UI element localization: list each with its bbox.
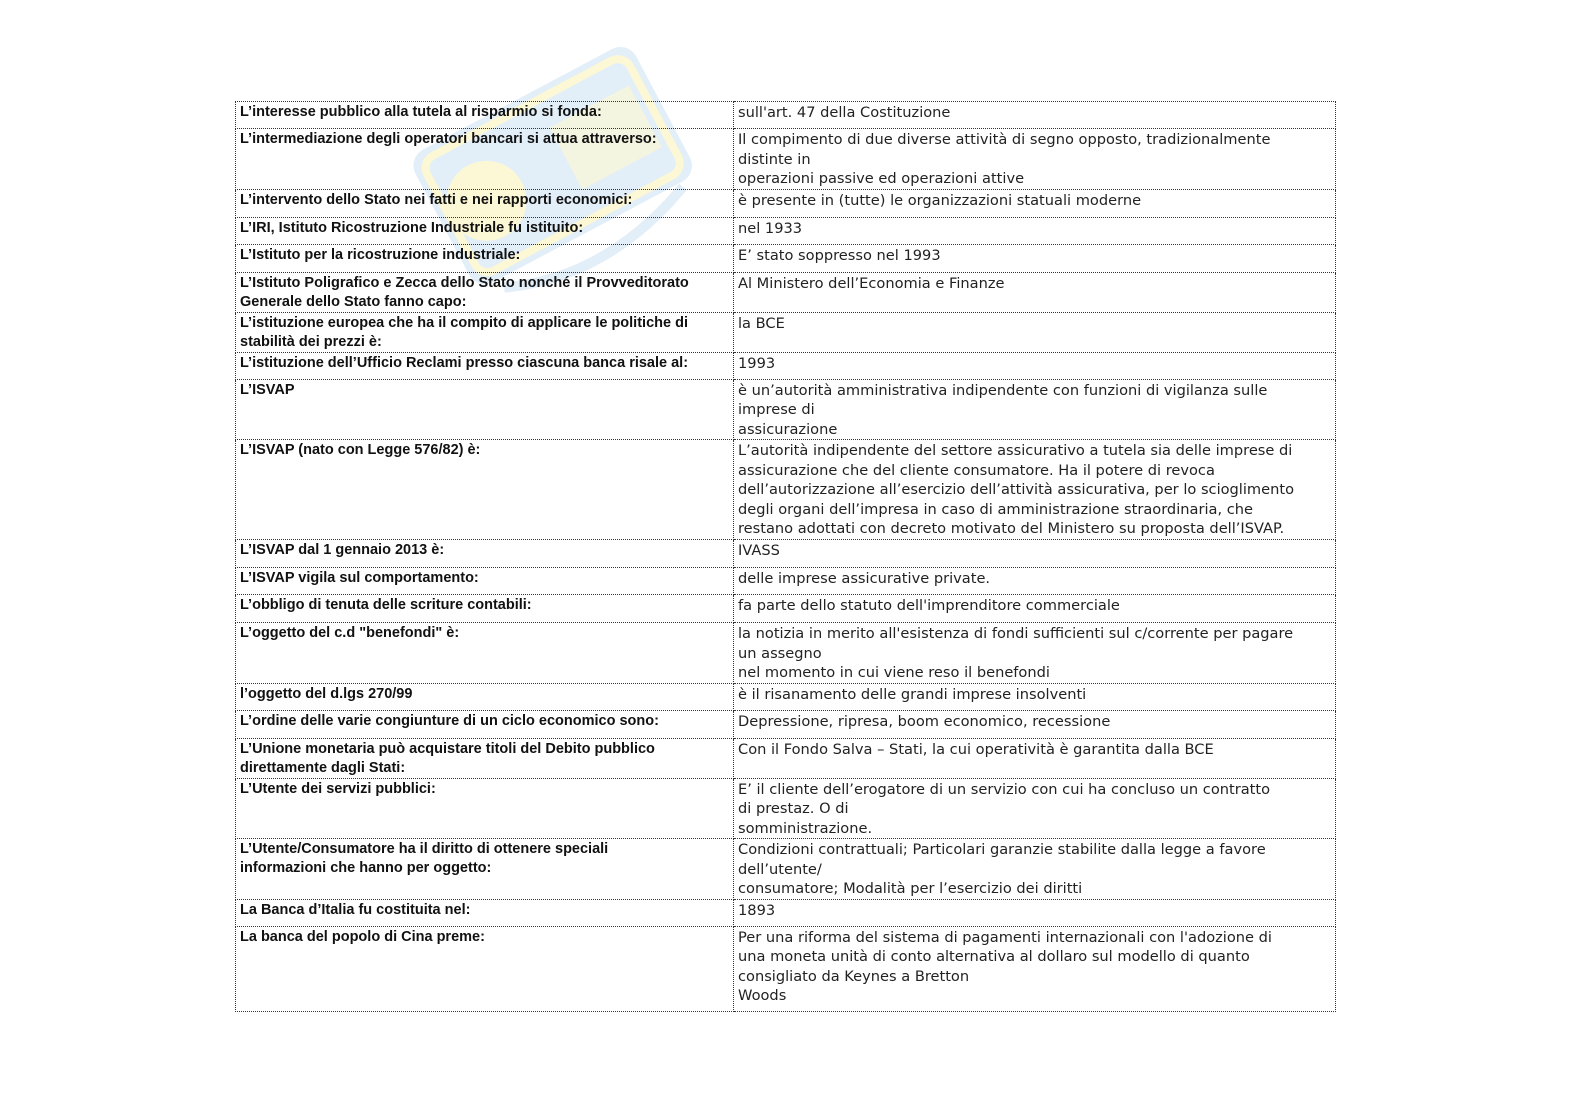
answer-text: è presente in (tutte) le organizzazioni statuali moderne: [738, 191, 1142, 209]
question-text: stabilità dei prezzi è:: [240, 333, 382, 350]
answer-text: E’ stato soppresso nel 1993: [738, 246, 941, 264]
answer-text: assicurazione che del cliente consumatore. Ha il potere di revoca: [738, 461, 1215, 479]
answer-text: distinte in: [738, 150, 811, 168]
question-text: L’Istituto Poligrafico e Zecca dello Stato nonché il Provveditorato: [240, 274, 689, 291]
answer-text: Per una riforma del sistema di pagamenti internazionali con l'adozione di: [738, 928, 1272, 946]
answer-cell: [734, 778, 1336, 839]
question-cell: [236, 440, 734, 540]
question-text: L’ISVAP: [240, 381, 295, 398]
question-text: Generale dello Stato fanno capo:: [240, 293, 467, 310]
answer-cell: [734, 926, 1336, 1011]
answer-text: un assegno: [738, 644, 822, 662]
answer-text: nel 1933: [738, 219, 803, 237]
answer-cell: [734, 839, 1336, 900]
answer-cell: [734, 352, 1336, 379]
answer-text: delle imprese assicurative private.: [738, 570, 991, 587]
answer-text: restano adottati con decreto motivato del Ministero su proposta dell’ISVAP.: [738, 520, 1285, 537]
table-row: [236, 540, 1336, 568]
question-cell: [236, 926, 734, 1011]
question-cell: [236, 189, 734, 217]
question-text: L’intervento dello Stato nei fatti e nei rapporti economici:: [240, 191, 633, 208]
question-text: La Banca d’Italia fu costituita nel:: [240, 901, 471, 918]
table-row: [236, 312, 1336, 352]
question-text: L’obbligo di tenuta delle scriture contabili:: [240, 597, 532, 613]
question-cell: [236, 778, 734, 839]
answer-cell: [734, 710, 1336, 738]
qa-table-body: [236, 102, 1336, 1012]
table-row: [236, 244, 1336, 272]
answer-text: dell’autorizzazione all’esercizio dell’attività assicurativa, per lo scioglimento: [738, 481, 1295, 498]
question-text: L’istituzione dell’Ufficio Reclami presso ciascuna banca risale al:: [240, 354, 689, 371]
answer-cell: [734, 312, 1336, 352]
table-row: [236, 379, 1336, 440]
answer-cell: [734, 129, 1336, 190]
table-row: [236, 839, 1336, 900]
answer-cell: [734, 540, 1336, 568]
question-text: L’ISVAP (nato con Legge 576/82) è:: [240, 442, 481, 458]
table-row: [236, 217, 1336, 244]
question-text: L’ISVAP vigila sul comportamento:: [240, 570, 479, 586]
answer-text: Condizioni contrattuali; Particolari garanzie stabilite dalla legge a favore: [738, 841, 1266, 858]
question-text: L’oggetto del c.d "benefondi" è:: [240, 625, 460, 641]
question-cell: [236, 217, 734, 244]
answer-text: 1993: [738, 354, 776, 372]
question-cell: [236, 710, 734, 738]
answer-text: fa parte dello statuto dell'imprenditore commerciale: [738, 597, 1120, 614]
question-cell: [236, 379, 734, 440]
answer-text: assicurazione: [738, 420, 838, 438]
table-row: [236, 568, 1336, 595]
question-text: L’Unione monetaria può acquistare titoli del Debito pubblico: [240, 740, 655, 757]
answer-cell: [734, 568, 1336, 595]
question-text: L’ISVAP dal 1 gennaio 2013 è:: [240, 542, 445, 558]
answer-text: Con il Fondo Salva – Stati, la cui operatività è garantita dalla BCE: [738, 740, 1214, 758]
table-row: [236, 899, 1336, 926]
question-cell: [236, 244, 734, 272]
table-row: [236, 623, 1336, 684]
answer-cell: [734, 272, 1336, 312]
answer-text: 1893: [738, 901, 776, 919]
answer-text: una moneta unità di conto alternativa al dollaro sul modello di quanto: [738, 948, 1250, 965]
answer-text: dell’utente/: [738, 860, 822, 878]
answer-text: di prestaz. O di: [738, 800, 849, 817]
answer-cell: [734, 683, 1336, 710]
question-text: L’Utente/Consumatore ha il diritto di ottenere speciali: [240, 841, 609, 857]
table-row: [236, 440, 1336, 540]
table-row: [236, 738, 1336, 778]
question-cell: [236, 899, 734, 926]
table-row: [236, 595, 1336, 623]
question-text: L’intermediazione degli operatori bancari si attua attraverso:: [240, 131, 657, 147]
answer-cell: [734, 899, 1336, 926]
question-cell: [236, 595, 734, 623]
question-cell: [236, 102, 734, 129]
answer-text: Il compimento di due diverse attività di segno opposto, tradizionalmente: [738, 131, 1271, 148]
question-text: L’Utente dei servizi pubblici:: [240, 780, 436, 797]
answer-text: la notizia in merito all'esistenza di fondi sufficienti sul c/corrente per pagare: [738, 625, 1294, 642]
answer-text: imprese di: [738, 401, 815, 418]
question-cell: [236, 272, 734, 312]
question-cell: [236, 738, 734, 778]
question-text: L’istituzione europea che ha il compito di applicare le politiche di: [240, 314, 688, 331]
answer-text: nel momento in cui viene reso il benefondi: [738, 664, 1050, 681]
question-text: L’IRI, Istituto Ricostruzione Industriale fu istituito:: [240, 219, 584, 236]
table-row: [236, 926, 1336, 1011]
table-row: [236, 710, 1336, 738]
answer-text: operazioni passive ed operazioni attive: [738, 170, 1025, 187]
question-cell: [236, 352, 734, 379]
answer-cell: [734, 102, 1336, 129]
question-text: l’oggetto del d.lgs 270/99: [240, 685, 413, 702]
answer-cell: [734, 623, 1336, 684]
table-row: [236, 683, 1336, 710]
answer-text: Al Ministero dell’Economia e Finanze: [738, 274, 1005, 292]
table-row: [236, 189, 1336, 217]
question-cell: [236, 839, 734, 900]
answer-text: somministrazione.: [738, 819, 873, 837]
answer-text: la BCE: [738, 314, 785, 332]
answer-text: degli organi dell’impresa in caso di amministrazione straordinaria, che: [738, 500, 1253, 518]
table-row: [236, 129, 1336, 190]
answer-cell: [734, 244, 1336, 272]
table-row: [236, 778, 1336, 839]
answer-cell: [734, 595, 1336, 623]
question-cell: [236, 312, 734, 352]
answer-cell: [734, 217, 1336, 244]
question-cell: [236, 623, 734, 684]
answer-cell: [734, 738, 1336, 778]
question-text: direttamente dagli Stati:: [240, 759, 406, 776]
question-cell: [236, 129, 734, 190]
question-cell: [236, 683, 734, 710]
answer-text: sull'art. 47 della Costituzione: [738, 104, 951, 121]
table-row: [236, 102, 1336, 129]
answer-cell: [734, 440, 1336, 540]
question-text: L’Istituto per la ricostruzione industriale:: [240, 246, 521, 263]
answer-text: L’autorità indipendente del settore assicurativo a tutela sia delle imprese di: [738, 442, 1293, 459]
answer-text: Depressione, ripresa, boom economico, recessione: [738, 712, 1111, 730]
answer-text: è il risanamento delle grandi imprese insolventi: [738, 685, 1087, 703]
answer-text: E’ il cliente dell’erogatore di un servizio con cui ha concluso un contratto: [738, 780, 1271, 798]
answer-cell: [734, 379, 1336, 440]
answer-text: consigliato da Keynes a Bretton: [738, 967, 970, 985]
question-text: La banca del popolo di Cina preme:: [240, 928, 485, 945]
answer-cell: [734, 189, 1336, 217]
question-cell: [236, 568, 734, 595]
answer-text: Woods: [738, 987, 787, 1004]
qa-table: [235, 101, 1336, 1012]
answer-text: è un’autorità amministrativa indipendente con funzioni di vigilanza sulle: [738, 381, 1268, 399]
question-cell: [236, 540, 734, 568]
table-row: [236, 272, 1336, 312]
answer-text: IVASS: [738, 542, 780, 559]
question-text: L’interesse pubblico alla tutela al risparmio si fonda:: [240, 104, 602, 120]
table-row: [236, 352, 1336, 379]
question-text: L’ordine delle varie congiunture di un ciclo economico sono:: [240, 712, 659, 729]
question-text: informazioni che hanno per oggetto:: [240, 860, 492, 876]
answer-text: consumatore; Modalità per l’esercizio dei diritti: [738, 880, 1083, 897]
